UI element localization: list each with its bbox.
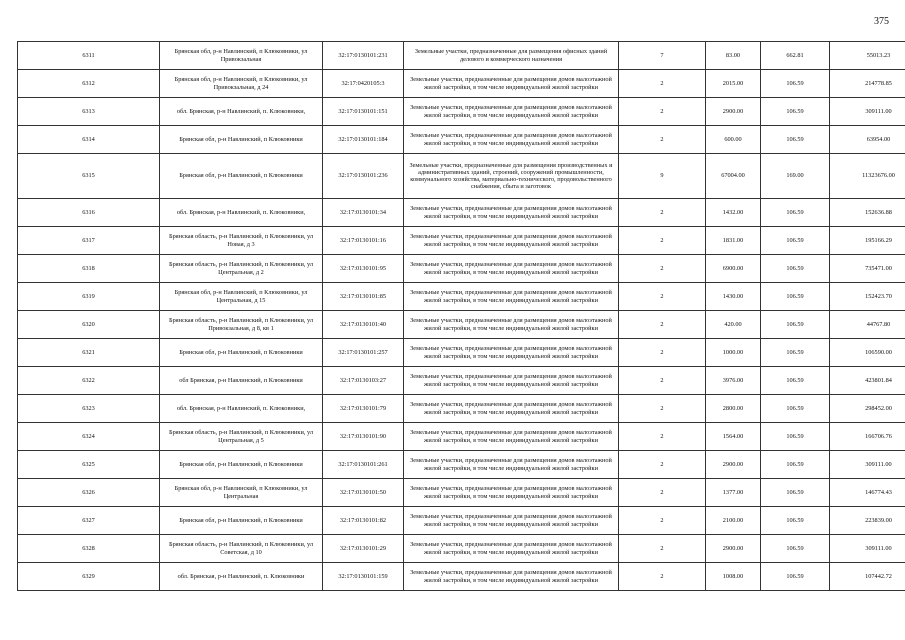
row-id-cell: 6314 [18,126,160,154]
table-row [18,199,905,227]
use-group-code-cell: 2 [619,395,706,423]
cadastral-number-cell: 32:17:0130101:85 [323,283,404,311]
permitted-use-cell: Земельные участки, предназначенные для размещения домов малоэтажной жилой застройки, в том числе индивидуальной жилой застройки [404,126,619,154]
cadastral-value-cell: 152423.70 [830,283,905,311]
page-number: 375 [874,16,889,27]
specific-value-cell: 106.59 [761,126,830,154]
use-group-code-cell: 2 [619,199,706,227]
permitted-use-cell: Земельные участки, предназначенные для размещения офисных зданий делового и коммерческого назначения [404,42,619,70]
address-cell: Брянская область, р-н Навлинский, п Клюковники, ул Центральная, д 2 [160,255,323,283]
permitted-use-cell: Земельные участки, предназначенные для размещения домов малоэтажной жилой застройки, в том числе индивидуальной жилой застройки [404,70,619,98]
area-cell: 67004.00 [706,154,761,199]
area-cell: 1008.00 [706,563,761,591]
area-cell: 1432.00 [706,199,761,227]
use-group-code-cell: 2 [619,563,706,591]
row-id-cell: 6322 [18,367,160,395]
use-group-code-cell: 2 [619,98,706,126]
address-cell: Брянская обл, р-н Навлинский, п Клюковники, ул Центральная, д 15 [160,283,323,311]
cadastral-value-cell: 107442.72 [830,563,905,591]
use-group-code-cell: 2 [619,479,706,507]
address-cell: обл. Брянская, р-н Навлинский, п. Клюковники, [160,395,323,423]
cadastral-number-cell: 32:17:0130101:257 [323,339,404,367]
area-cell: 2100.00 [706,507,761,535]
cadastral-value-cell: 298452.00 [830,395,905,423]
specific-value-cell: 169.00 [761,154,830,199]
permitted-use-cell: Земельные участки, предназначенные для размещения домов малоэтажной жилой застройки, в том числе индивидуальной жилой застройки [404,507,619,535]
permitted-use-cell: Земельные участки, предназначенные для размещения домов малоэтажной жилой застройки, в том числе индивидуальной жилой застройки [404,311,619,339]
cadastral-number-cell: 32:17:0130101:40 [323,311,404,339]
address-cell: Брянская обл, р-н Навлинский, п Клюковники [160,451,323,479]
row-id-cell: 6328 [18,535,160,563]
cadastral-number-cell: 32:17:0130103:27 [323,367,404,395]
row-id-cell: 6317 [18,227,160,255]
row-id-cell: 6323 [18,395,160,423]
area-cell: 3976.00 [706,367,761,395]
table-row [18,42,905,70]
cadastral-value-cell: 166706.76 [830,423,905,451]
table-row [18,535,905,563]
table-row [18,367,905,395]
cadastral-value-cell: 195166.29 [830,227,905,255]
address-cell: Брянская область, р-н Навлинский, п Клюковники, ул Советская, д 10 [160,535,323,563]
specific-value-cell: 106.59 [761,507,830,535]
specific-value-cell: 106.59 [761,339,830,367]
row-id-cell: 6313 [18,98,160,126]
specific-value-cell: 106.59 [761,227,830,255]
area-cell: 2015.00 [706,70,761,98]
cadastral-number-cell: 32:17:0130101:184 [323,126,404,154]
cadastral-value-cell: 152636.88 [830,199,905,227]
permitted-use-cell: Земельные участки, предназначенные для размещения домов малоэтажной жилой застройки, в том числе индивидуальной жилой застройки [404,535,619,563]
address-cell: Брянская обл, р-н Навлинский, п Клюковники, ул Центральная [160,479,323,507]
address-cell: Брянская область, р-н Навлинский, п Клюковники, ул Центральная, д 5 [160,423,323,451]
specific-value-cell: 106.59 [761,451,830,479]
cadastral-number-cell: 32:17:0130101:16 [323,227,404,255]
cadastral-number-cell: 32:17:0130101:159 [323,563,404,591]
use-group-code-cell: 2 [619,339,706,367]
address-cell: обл Брянская, р-н Навлинский, п Клюковники [160,367,323,395]
permitted-use-cell: Земельные участки, предназначенные для размещения домов малоэтажной жилой застройки, в том числе индивидуальной жилой застройки [404,563,619,591]
cadastral-number-cell: 32:17:0130101:50 [323,479,404,507]
permitted-use-cell: Земельные участки, предназначенные для размещения домов малоэтажной жилой застройки, в том числе индивидуальной жилой застройки [404,98,619,126]
permitted-use-cell: Земельные участки, предназначенные для размещения домов малоэтажной жилой застройки, в том числе индивидуальной жилой застройки [404,339,619,367]
row-id-cell: 6318 [18,255,160,283]
cadastral-number-cell: 32:17:0130101:29 [323,535,404,563]
land-plot-table [17,41,905,591]
use-group-code-cell: 2 [619,367,706,395]
table-row [18,154,905,199]
table-row [18,339,905,367]
cadastral-number-cell: 32:17:0130101:261 [323,451,404,479]
use-group-code-cell: 2 [619,283,706,311]
table-row [18,563,905,591]
table-row [18,126,905,154]
cadastral-value-cell: 214778.85 [830,70,905,98]
table-body [18,42,905,591]
permitted-use-cell: Земельные участки, предназначенные для размещения домов малоэтажной жилой застройки, в том числе индивидуальной жилой застройки [404,283,619,311]
area-cell: 6900.00 [706,255,761,283]
use-group-code-cell: 9 [619,154,706,199]
area-cell: 83.00 [706,42,761,70]
cadastral-number-cell: 32:17:0130101:95 [323,255,404,283]
cadastral-value-cell: 223839.00 [830,507,905,535]
specific-value-cell: 106.59 [761,283,830,311]
permitted-use-cell: Земельные участки, предназначенные для размещения домов малоэтажной жилой застройки, в том числе индивидуальной жилой застройки [404,451,619,479]
specific-value-cell: 106.59 [761,535,830,563]
area-cell: 600.00 [706,126,761,154]
specific-value-cell: 106.59 [761,563,830,591]
cadastral-value-cell: 55013.23 [830,42,905,70]
use-group-code-cell: 2 [619,423,706,451]
address-cell: обл. Брянская, р-н Навлинский, п. Клюковники, [160,199,323,227]
specific-value-cell: 106.59 [761,395,830,423]
table-row [18,255,905,283]
permitted-use-cell: Земельные участки, предназначенные для размещения домов малоэтажной жилой застройки, в том числе индивидуальной жилой застройки [404,479,619,507]
row-id-cell: 6320 [18,311,160,339]
area-cell: 1831.00 [706,227,761,255]
cadastral-number-cell: 32:17:0130101:79 [323,395,404,423]
row-id-cell: 6329 [18,563,160,591]
cadastral-number-cell: 32:17:0130101:90 [323,423,404,451]
row-id-cell: 6326 [18,479,160,507]
permitted-use-cell: Земельные участки, предназначенные для размещения домов малоэтажной жилой застройки, в том числе индивидуальной жилой застройки [404,255,619,283]
address-cell: Брянская обл, р-н Навлинский, п Клюковники [160,339,323,367]
specific-value-cell: 106.59 [761,423,830,451]
area-cell: 1377.00 [706,479,761,507]
row-id-cell: 6315 [18,154,160,199]
table-row [18,70,905,98]
area-cell: 1564.00 [706,423,761,451]
cadastral-number-cell: 32:17:0130101:151 [323,98,404,126]
table-row [18,507,905,535]
use-group-code-cell: 2 [619,451,706,479]
specific-value-cell: 106.59 [761,199,830,227]
cadastral-value-cell: 735471.00 [830,255,905,283]
specific-value-cell: 106.59 [761,367,830,395]
row-id-cell: 6325 [18,451,160,479]
use-group-code-cell: 2 [619,227,706,255]
use-group-code-cell: 2 [619,311,706,339]
address-cell: обл. Брянская, р-н Навлинский, п. Клюковники [160,563,323,591]
cadastral-value-cell: 11323676.00 [830,154,905,199]
row-id-cell: 6311 [18,42,160,70]
table-row [18,227,905,255]
cadastral-value-cell: 44767.80 [830,311,905,339]
specific-value-cell: 662.81 [761,42,830,70]
permitted-use-cell: Земельные участки, предназначенные для размещения производственных и административных зданий, строений, сооружений промышленности, коммунального хозяйства, материально-технического, продовольственного снабжения, сбыта и заготовок [404,154,619,199]
use-group-code-cell: 2 [619,126,706,154]
table-row [18,395,905,423]
cadastral-value-cell: 423801.84 [830,367,905,395]
area-cell: 1000.00 [706,339,761,367]
address-cell: Брянская область, р-н Навлинский, п Клюковники, ул Привокзальная, д 8, кв 1 [160,311,323,339]
row-id-cell: 6327 [18,507,160,535]
address-cell: Брянская обл, р-н Навлинский, п Клюковники [160,154,323,199]
area-cell: 2900.00 [706,451,761,479]
table-row [18,451,905,479]
permitted-use-cell: Земельные участки, предназначенные для размещения домов малоэтажной жилой застройки, в том числе индивидуальной жилой застройки [404,367,619,395]
cadastral-value-cell: 63954.00 [830,126,905,154]
permitted-use-cell: Земельные участки, предназначенные для размещения домов малоэтажной жилой застройки, в том числе индивидуальной жилой застройки [404,395,619,423]
use-group-code-cell: 7 [619,42,706,70]
address-cell: Брянская обл, р-н Навлинский, п Клюковники, ул Привокзальная, д 24 [160,70,323,98]
cadastral-value-cell: 309111.00 [830,535,905,563]
table-row [18,283,905,311]
use-group-code-cell: 2 [619,70,706,98]
specific-value-cell: 106.59 [761,255,830,283]
use-group-code-cell: 2 [619,255,706,283]
area-cell: 2900.00 [706,98,761,126]
specific-value-cell: 106.59 [761,98,830,126]
use-group-code-cell: 2 [619,535,706,563]
row-id-cell: 6321 [18,339,160,367]
cadastral-value-cell: 106590.00 [830,339,905,367]
area-cell: 1430.00 [706,283,761,311]
table-row [18,423,905,451]
row-id-cell: 6324 [18,423,160,451]
table-row [18,311,905,339]
cadastral-number-cell: 32:17:0130101:236 [323,154,404,199]
address-cell: Брянская область, р-н Навлинский, п Клюковники, ул Новая, д 3 [160,227,323,255]
permitted-use-cell: Земельные участки, предназначенные для размещения домов малоэтажной жилой застройки, в том числе индивидуальной жилой застройки [404,423,619,451]
area-cell: 420.00 [706,311,761,339]
specific-value-cell: 106.59 [761,311,830,339]
cadastral-number-cell: 32:17:0130101:34 [323,199,404,227]
address-cell: Брянская обл, р-н Навлинский, п Клюковники, ул Привокзальная [160,42,323,70]
cadastral-value-cell: 309111.00 [830,451,905,479]
cadastral-number-cell: 32:17:0130101:231 [323,42,404,70]
specific-value-cell: 106.59 [761,70,830,98]
area-cell: 2900.00 [706,535,761,563]
permitted-use-cell: Земельные участки, предназначенные для размещения домов малоэтажной жилой застройки, в том числе индивидуальной жилой застройки [404,227,619,255]
use-group-code-cell: 2 [619,507,706,535]
cadastral-value-cell: 146774.43 [830,479,905,507]
row-id-cell: 6319 [18,283,160,311]
row-id-cell: 6316 [18,199,160,227]
permitted-use-cell: Земельные участки, предназначенные для размещения домов малоэтажной жилой застройки, в том числе индивидуальной жилой застройки [404,199,619,227]
address-cell: обл. Брянская, р-н Навлинский, п. Клюковники, [160,98,323,126]
cadastral-number-cell: 32:17:0130101:82 [323,507,404,535]
specific-value-cell: 106.59 [761,479,830,507]
row-id-cell: 6312 [18,70,160,98]
cadastral-value-cell: 309111.00 [830,98,905,126]
table-row [18,98,905,126]
cadastral-number-cell: 32:17:0420105:3 [323,70,404,98]
address-cell: Брянская обл, р-н Навлинский, п Клюковники [160,507,323,535]
area-cell: 2800.00 [706,395,761,423]
table-row [18,479,905,507]
address-cell: Брянская обл, р-н Навлинский, п Клюковники [160,126,323,154]
